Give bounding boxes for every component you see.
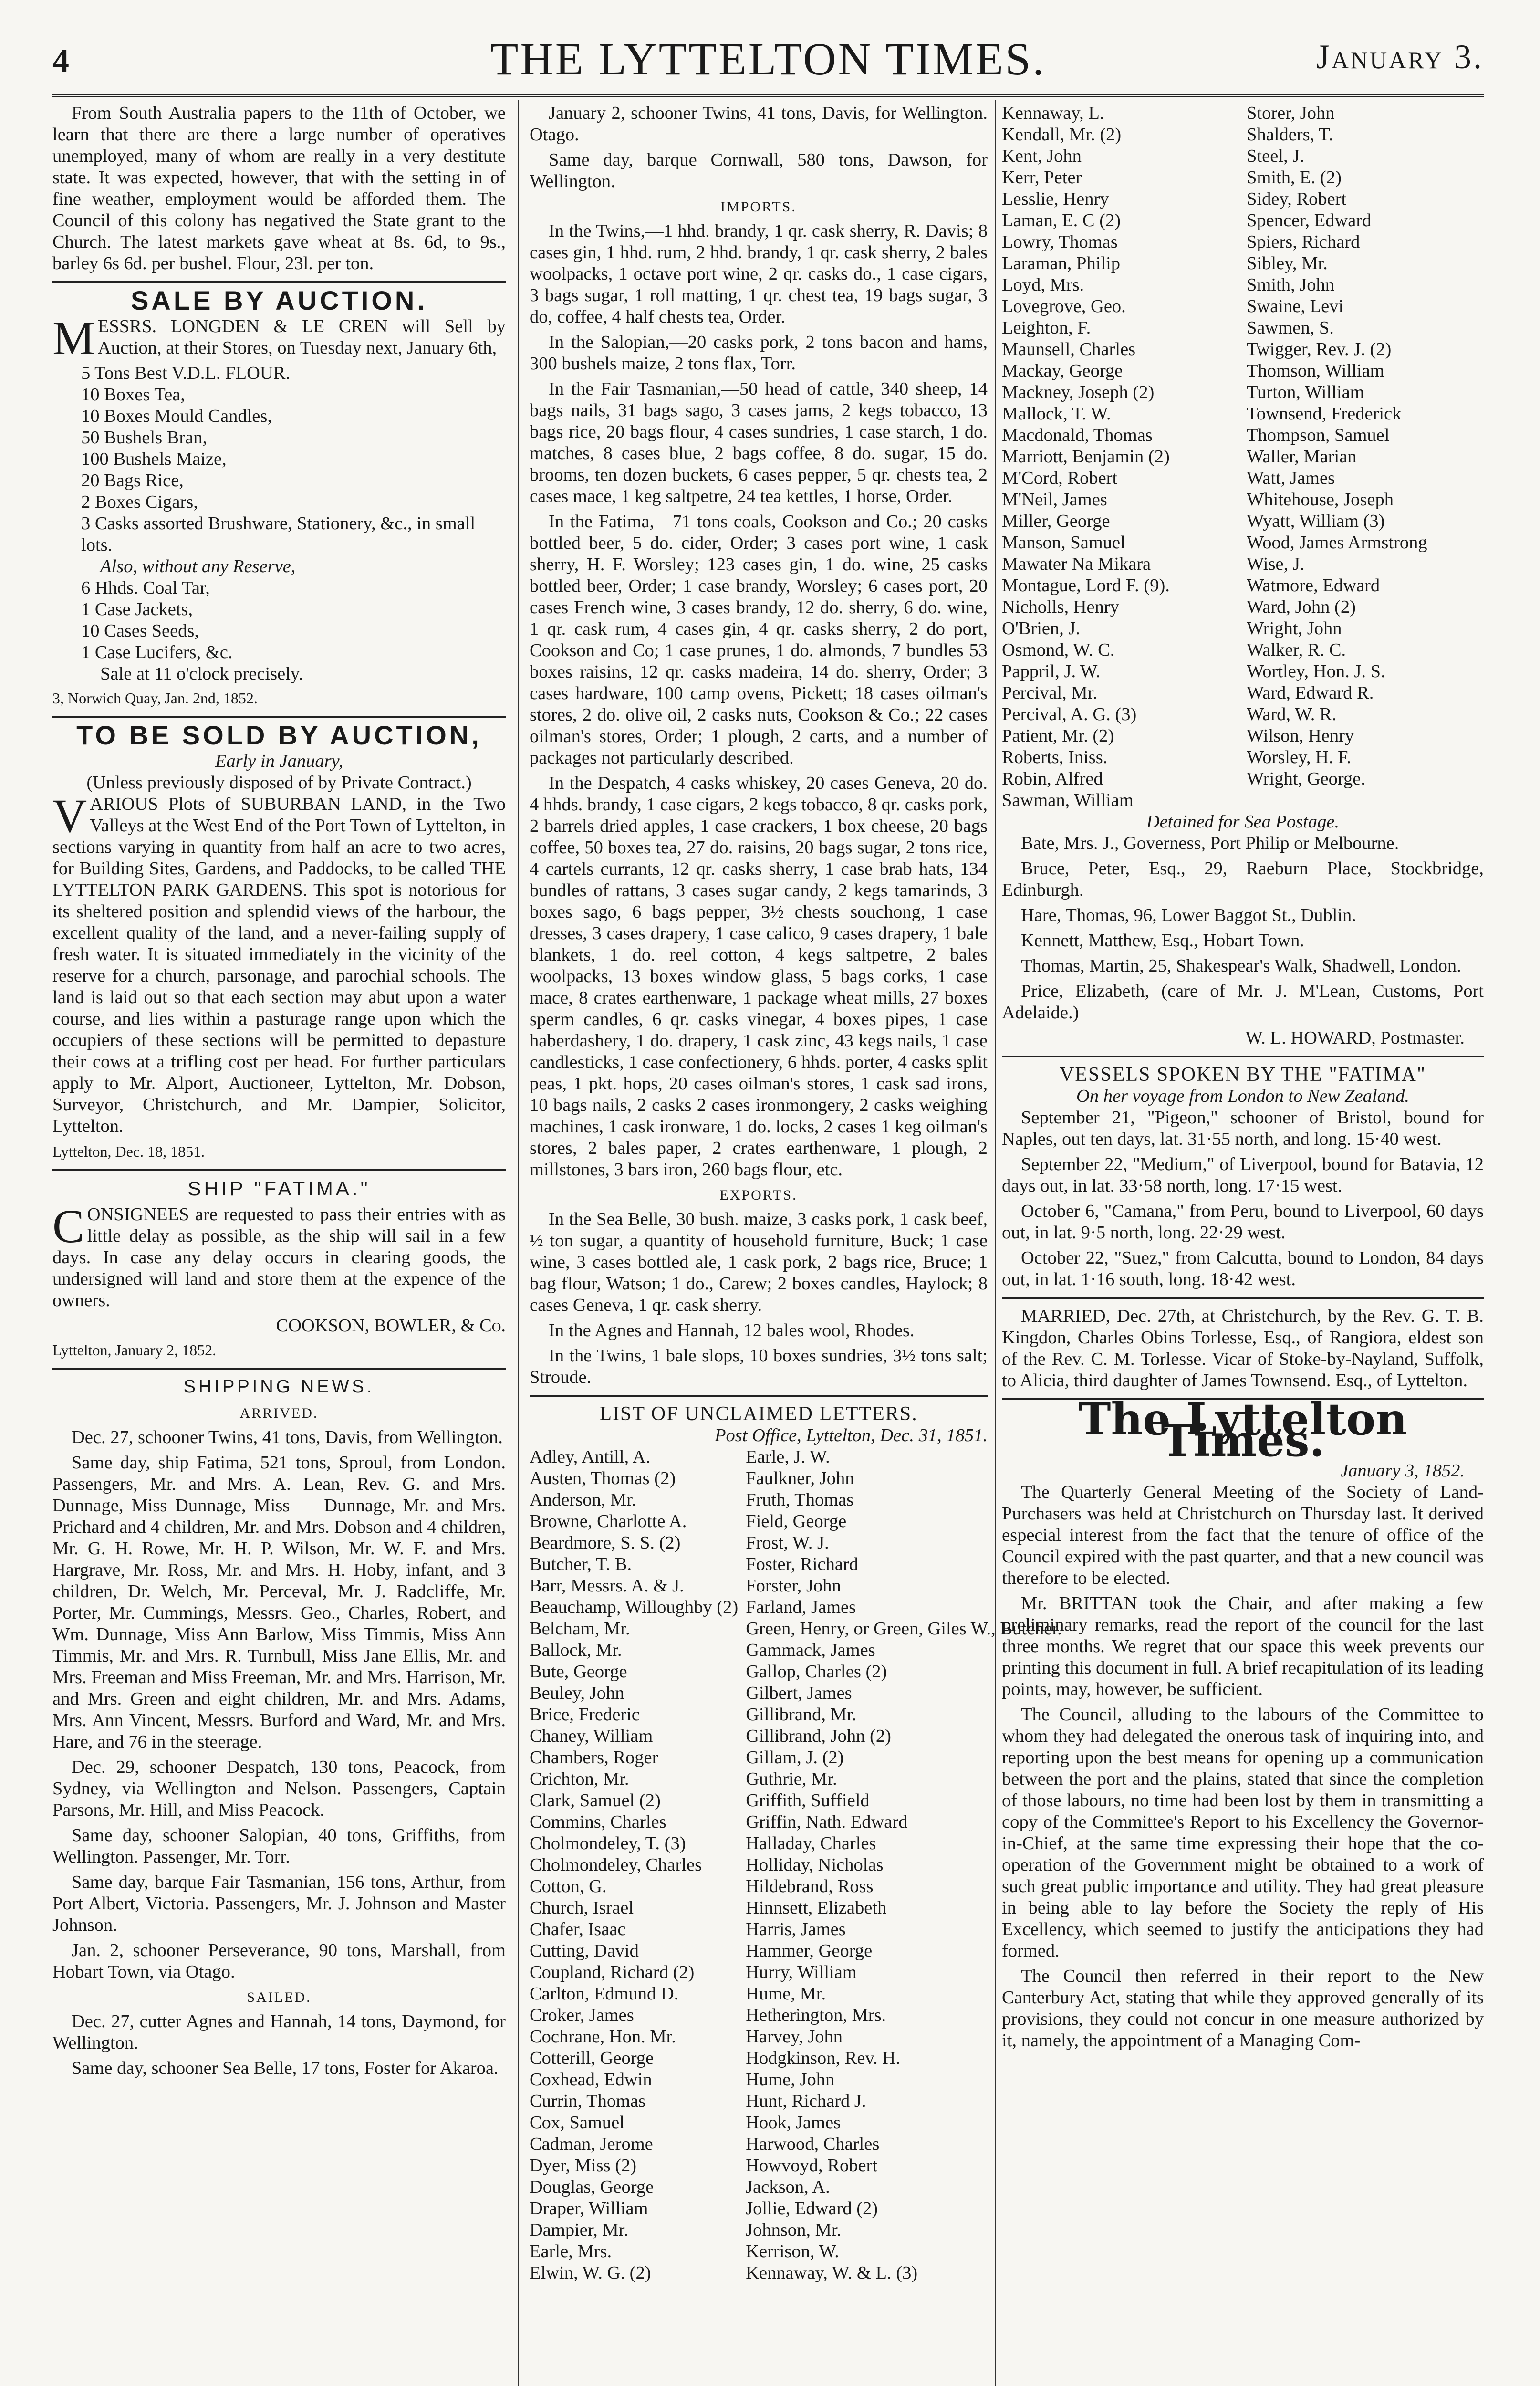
letter-name: Mackay, George [1002,361,1123,381]
letter-name: Sawmen, S. [1247,318,1334,338]
letter-name: Hinnsett, Elizabeth [746,1898,887,1918]
divider [52,716,506,718]
list-item: 10 Boxes Tea, [81,385,185,405]
list-item: 50 Bushels Bran, [81,428,208,448]
letter-name: Field, George [746,1511,847,1531]
letter-name: Browne, Charlotte A. [530,1511,687,1531]
list-item: 10 Cases Seeds, [81,621,199,641]
ad-signature: COOKSON, BOWLER, & Co. [276,1316,506,1336]
letter-name: Hetherington, Mrs. [746,2005,886,2025]
letter-name: Mawater Na Mikara [1002,554,1151,574]
import-entry: In the Twins,—1 hhd. brandy, 1 qr. cask sherry, R. Davis; 8 cases gin, 1 hhd. rum, 2 hhd. brandy, 1 qr. cask sherry, 2 bales woolpacks, 1 octave port wine, 2 qr. casks do., 1 case cigars, 3 bags sugar, 1 roll matting, 1 qr. chest tea, 19 bags sugar, 3 do, coffee, 4 half chests tea, Order. [530,221,988,327]
ad-title: SALE BY AUCTION. [131,285,427,315]
letter-name: Marriott, Benjamin (2) [1002,447,1170,467]
letter-name: Maunsell, Charles [1002,339,1136,359]
letter-name: Watt, James [1247,468,1335,488]
letter-name: Kerrison, W. [746,2241,839,2261]
editorial-date: January 3, 1852. [1340,1461,1465,1481]
letter-name: Chaney, William [530,1726,653,1746]
letters-list-continued [1002,103,1484,811]
letter-name: Kendall, Mr. (2) [1002,125,1122,145]
letters-column-d [1247,103,1484,811]
newspaper-title: THE LYTTELTON TIMES. [490,33,1046,84]
letter-name: Forster, John [746,1576,841,1596]
letter-name: Waller, Marian [1247,447,1357,467]
ad-body: ONSIGNEES are requested to pass their entries with as little delay as possible, as the ship will sail in a few days. In case any delay occurs in clearing goods, the undersigned will land and store them at the expence of the owners. [52,1204,506,1310]
ad-date: Lyttelton, Dec. 18, 1851. [52,1143,205,1160]
vessel-entry: October 6, "Camana," from Peru, bound to Liverpool, 60 days out, in lat. 9·5 north, long. 22·29 west. [1002,1201,1484,1243]
letter-name: Cholmondeley, Charles [530,1855,702,1875]
letter-name: Wright, John [1247,618,1342,638]
shipping-entry: Dec. 27, cutter Agnes and Hannah, 14 tons, Daymond, for Wellington. [52,2011,506,2053]
letter-name: Wright, George. [1247,769,1365,789]
letter-name: Kerr, Peter [1002,167,1082,188]
letter-name: Watmore, Edward [1247,576,1380,596]
letter-name: Draper, William [530,2198,648,2219]
letters-office: Post Office, Lyttelton, Dec. 31, 1851. [715,1425,988,1445]
letter-name: Spencer, Edward [1247,210,1372,230]
list-item: 2 Boxes Cigars, [81,492,198,512]
letter-name: Wise, J. [1247,554,1305,574]
list-item: 100 Bushels Maize, [81,449,227,469]
shipping-entry: Same day, barque Fair Tasmanian, 156 tons, Arthur, from Port Albert, Victoria. Passengers, Mr. J. Johnson and Master Johnson. [52,1872,506,1935]
letter-name: Mackney, Joseph (2) [1002,382,1155,402]
postmaster-signature: W. L. HOWARD, Postmaster. [1245,1028,1465,1048]
masthead-rule [52,94,1484,97]
detained-entry: Price, Elizabeth, (care of Mr. J. M'Lean, Customs, Port Adelaide.) [1002,981,1484,1023]
issue-date: January 3. [1316,38,1484,76]
letter-name: Hildebrand, Ross [746,1876,874,1896]
letter-name: Butcher, T. B. [530,1554,632,1574]
list-item: 20 Bags Rice, [81,471,184,491]
letters-list [530,1446,1062,2284]
detained-entry: Hare, Thomas, 96, Lower Baggot St., Dublin. [1021,905,1356,925]
letter-name: Currin, Thomas [530,2091,646,2111]
letter-name: Cotterill, George [530,2048,654,2068]
letter-name: Green, Henry, or Green, Giles W., Butcher. [746,1619,1062,1639]
letter-name: Hurry, William [746,1962,857,1982]
letter-name: Spiers, Richard [1247,232,1360,252]
letter-name: Ballock, Mr. [530,1640,622,1660]
ad-body: ARIOUS Plots of SUBURBAN LAND, in the Two Valleys at the West End of the Port Town of Lyttelton, in sections varying in quantity from half an acre to two acres, for Building Sites, Gardens, and Paddocks, to be called THE LYTTELTON PARK GARDENS. This spot is notorious for its sheltered position and splendid views of the harbour, the excellent quality of the land, and a never-failing supply of fresh water. It is situated immediately in the vicinity of the reserve for a church, parsonage, and parochial schools. The land is laid out so that each section may abut upon a water course, and lies within a pasturage range upon which the occupiers of these sections will be permitted to depasture their cows at a trifling cost per head. For further particulars apply to Mr. Alport, Auctioneer, Lyttelton, Mr. Dobson, Surveyor, Christchurch, and Mr. Dampier, Solicitor, Lyttelton. [52,794,506,1136]
letter-name: Dampier, Mr. [530,2220,628,2240]
column-3 [1002,103,1484,2055]
letter-name: Miller, George [1002,511,1110,531]
shipping-entry: Same day, barque Cornwall, 580 tons, Dawson, for Wellington. [530,150,988,191]
ad-title: TO BE SOLD BY AUCTION, [76,720,482,750]
ad-subtitle: Early in January, [215,751,343,771]
letter-name: Hume, Mr. [746,1984,826,2004]
vessel-entry: September 22, "Medium," of Liverpool, bound for Batavia, 12 days out, in lat. 33·58 north, long. 17·15 west. [1002,1154,1484,1196]
section-title: SHIPPING NEWS. [183,1377,375,1397]
vessel-entry: October 22, "Suez," from Calcutta, bound to London, 84 days out, in lat. 1·16 south, long. 18·42 west. [1002,1248,1484,1289]
letter-name: Storer, John [1247,103,1335,123]
letter-name: M'Neil, James [1002,490,1107,510]
drop-cap: M [52,312,95,365]
letter-name: Wortley, Hon. J. S. [1247,661,1385,681]
letter-name: Farland, James [746,1597,856,1617]
letter-name: Gillibrand, Mr. [746,1705,857,1725]
page-number: 4 [52,42,69,79]
letter-name: Fruth, Thomas [746,1490,854,1510]
letter-name: Cadman, Jerome [530,2134,653,2154]
letter-name: M'Cord, Robert [1002,468,1118,488]
letter-name: Worsley, H. F. [1247,747,1352,767]
import-entry: In the Fair Tasmanian,—50 head of cattle, 340 sheep, 14 bags nails, 31 bags sago, 3 cases jams, 2 kegs tobacco, 13 bags rice, 20 bags flour, 4 cases sundries, 1 case starch, 1 do. matches, 8 cases blue, 2 bags coffee, 8 do. sugar, 15 do. brooms, ten dozen buckets, 6 cases pepper, 5 qr. chests tea, 2 cases mace, 1 keg saltpetre, 24 tea kettles, 1 horse, Order. [530,379,988,506]
letter-name: O'Brien, J. [1002,618,1081,638]
letter-name: Guthrie, Mr. [746,1769,837,1789]
letter-name: Harris, James [746,1919,846,1939]
letter-name: Coupland, Richard (2) [530,1962,695,1982]
letter-name: Jackson, A. [746,2177,830,2197]
letter-name: Steel, J. [1247,146,1304,166]
letter-name: Percival, A. G. (3) [1002,704,1137,724]
letter-name: Hook, James [746,2113,841,2133]
letter-name: Cox, Samuel [530,2113,624,2133]
letter-name: Sibley, Mr. [1247,253,1328,273]
detained-entry: Kennett, Matthew, Esq., Hobart Town. [1021,931,1304,951]
detained-entry: Thomas, Martin, 25, Shakespear's Walk, Shadwell, London. [1021,956,1461,976]
detained-entry: Bruce, Peter, Esq., 29, Raeburn Place, Stockbridge, Edinburgh. [1002,858,1484,900]
letter-name: Ward, John (2) [1247,597,1356,617]
letter-name: Wyatt, William (3) [1247,511,1385,531]
letter-name: Smith, E. (2) [1247,167,1342,188]
letter-name: Osmond, W. C. [1002,640,1115,660]
list-item: 10 Boxes Mould Candles, [81,406,272,426]
letter-name: Macdonald, Thomas [1002,425,1153,445]
letter-name: Hunt, Richard J. [746,2091,866,2111]
marriage-notice: MARRIED, Dec. 27th, at Christchurch, by the Rev. G. T. B. Kingdon, Charles Obins Torlesse, Esq., of Rangiora, eldest son of the Rev. C. M. Torlesse. Vicar of Stoke-by-Nayland, Suffolk, to Alicia, third daughter of James Townsend. Esq., of Lyttelton. [1002,1306,1484,1391]
detained-label: Detained for Sea Postage. [1146,812,1340,832]
editorial-paragraph: The Council, alluding to the labours of the Committee to whom they had delegated the onerous task of inquiring into, and reporting upon the best means for opening up a communication between the port and the plains, stated that since the completion of those labours, no time had been lost by them in transmitting a copy of the Committee's Report to his Excellency the Governor-in-Chief, at the same time expressing their hope that the co-operation of the Government might be obtained to a work of such great public importance and utility. They had great pleasure in being able to lay before the Society the reply of His Excellency, which seemed to justify the anticipations they had formed. [1002,1705,1484,1961]
letter-name: Lovegrove, Geo. [1002,296,1126,316]
letter-name: Chambers, Roger [530,1748,658,1768]
list-item: 1 Case Lucifers, &c. [81,642,233,662]
letter-name: Turton, William [1247,382,1364,402]
letter-name: Whitehouse, Joseph [1247,490,1394,510]
detained-entry: Bate, Mrs. J., Governess, Port Philip or Melbourne. [1021,833,1399,853]
shipping-entry: Jan. 2, schooner Perseverance, 90 tons, Marshall, from Hobart Town, via Otago. [52,1940,506,1982]
letter-name: Bute, George [530,1662,627,1682]
letter-name: Lowry, Thomas [1002,232,1118,252]
letter-name: Beauchamp, Willoughby (2) [530,1597,739,1617]
letter-name: Hodgkinson, Rev. H. [746,2048,900,2068]
letter-name: Douglas, George [530,2177,654,2197]
divider [52,1368,506,1370]
letter-name: Crichton, Mr. [530,1769,629,1789]
letter-name: Wood, James Armstrong [1247,533,1427,553]
letters-column-a [530,1446,738,2284]
letter-name: Percival, Mr. [1002,683,1097,703]
editorial-paragraph: The Council then referred in their report to the New Canterbury Act, stating that while they approved generally of its provisions, they could not concur in one measure authorized by it, namely, the appointment of a Managing Com- [1002,1966,1484,2051]
import-entry: In the Salopian,—20 casks pork, 2 tons bacon and hams, 300 bushels maize, 2 tons flax, Torr. [530,332,988,374]
letter-name: Harwood, Charles [746,2134,880,2154]
divider [52,1169,506,1171]
letter-name: Dyer, Miss (2) [530,2156,637,2176]
letter-name: Kennaway, L. [1002,103,1104,123]
ad-lead: ESSRS. LONGDEN & LE CREN will Sell by Auction, at their Stores, on Tuesday next, January 6th, [97,316,506,358]
letter-name: Gammack, James [746,1640,875,1660]
letter-name: Robin, Alfred [1002,769,1103,789]
ad-title: SHIP "FATIMA." [187,1177,371,1200]
letter-name: Hammer, George [746,1941,873,1961]
letter-name: Griffin, Nath. Edward [746,1812,908,1832]
divider [52,281,506,283]
letter-name: Beardmore, S. S. (2) [530,1533,681,1553]
letter-name: Roberts, Iniss. [1002,747,1108,767]
masthead [52,28,1484,85]
letter-name: Cotton, G. [530,1876,607,1896]
letters-column-c [1002,103,1239,811]
divider [1002,1297,1484,1299]
editorial-title: The Lyttelton Times. [1078,1393,1407,1466]
vessels-title: VESSELS SPOKEN BY THE "FATIMA" [1060,1064,1426,1086]
letter-name: Barr, Messrs. A. & J. [530,1576,684,1596]
letter-name: Nicholls, Henry [1002,597,1119,617]
letter-name: Twigger, Rev. J. (2) [1247,339,1392,359]
letter-name: Gallop, Charles (2) [746,1662,887,1682]
letter-name: Thomson, William [1247,361,1384,381]
letter-name: Townsend, Frederick [1247,404,1402,424]
vessel-entry: September 21, "Pigeon," schooner of Bristol, bound for Naples, out ten days, lat. 31·55 north, and long. 15·40 west. [1002,1108,1484,1149]
letter-name: Clark, Samuel (2) [530,1790,661,1810]
import-entry: In the Fatima,—71 tons coals, Cookson and Co.; 20 casks bottled beer, 5 do. cider, Order; 3 cases port wine, 1 cask sherry, H. F. Worsley; 123 cases gin, 1 do. wine, 25 casks bottled beer, Order; 1 case brandy, Worsley; 6 cases port, 20 cases French wine, 3 cases brandy, 12 do. sherry, 6 do. wine, 1 qr. cask rum, 4 cases gin, 4 qr. casks sherry, 2 do port, Cookson and Co; 1 case prunes, 1 do. almonds, 7 bundles 53 boxes raisins, 12 qr. casks madeira, 14 do. sherry, Order; 3 cases hardware, 100 camp ovens, Pickett; 18 cases oilman's stores, 2 do. olive oil, 2 casks nuts, Cookson & Co.; 22 cases oilman's stores, Order; 1 plough, 2 carts, and a number of packages not particularly described. [530,512,988,768]
export-entry: In the Twins, 1 bale slops, 10 boxes sundries, 3½ tons salt; Stroude. [530,1346,988,1387]
ship-fatima-ad [52,1178,506,1361]
letter-name: Earle, J. W. [746,1447,830,1467]
letter-name: Howvoyd, Robert [746,2156,878,2176]
letter-name: Commins, Charles [530,1812,666,1832]
column-divider [518,100,519,2386]
letter-name: Holliday, Nicholas [746,1855,884,1875]
letter-name: Cholmondeley, T. (3) [530,1833,686,1853]
letters-title: LIST OF UNCLAIMED LETTERS. [599,1403,918,1425]
letter-name: Lesslie, Henry [1002,189,1109,209]
letter-name: Frost, W. J. [746,1533,829,1553]
letter-name: Church, Israel [530,1898,634,1918]
letter-name: Jollie, Edward (2) [746,2198,878,2219]
land-auction-ad [52,720,506,1162]
letter-name: Beuley, John [530,1683,624,1703]
letter-name: Leighton, F. [1002,318,1091,338]
shipping-entry: January 2, schooner Twins, 41 tons, Davis, for Wellington. Otago. [530,103,988,145]
shipping-entry: Same day, schooner Sea Belle, 17 tons, Foster for Akaroa. [72,2058,499,2078]
letter-name: Shalders, T. [1247,125,1333,145]
letter-name: Walker, R. C. [1247,640,1346,660]
list-item: 6 Hhds. Coal Tar, [81,578,210,598]
list-item: 1 Case Jackets, [81,599,193,619]
letter-name: Sidey, Robert [1247,189,1347,209]
letter-name: Coxhead, Edwin [530,2070,652,2090]
column-1 [52,103,506,2083]
letter-name: Montague, Lord F. (9). [1002,576,1170,596]
letter-name: Croker, James [530,2005,634,2025]
shipping-entry: Same day, schooner Salopian, 40 tons, Griffiths, from Wellington. Passenger, Mr. Torr. [52,1825,506,1867]
letter-name: Pappril, J. W. [1002,661,1101,681]
ad-note: (Unless previously disposed of by Private Contract.) [86,773,472,793]
letter-name: Smith, John [1247,275,1334,295]
letter-name: Chafer, Isaac [530,1919,626,1939]
editorial-paragraph: Mr. BRITTAN took the Chair, and after making a few preliminary remarks, read the report of the council for the last three months. We regret that our space this week prevents our printing this document in full. A brief recapitulation of its leading points, may, however, be sufficient. [1002,1593,1484,1699]
divider [1002,1056,1484,1057]
letter-name: Mallock, T. W. [1002,404,1111,424]
letter-name: Loyd, Mrs. [1002,275,1084,295]
letter-name: Griffith, Suffield [746,1790,870,1810]
letter-name: Gillam, J. (2) [746,1748,844,1768]
sale-by-auction-ad [52,285,506,709]
arrived-label: ARRIVED. [239,1405,319,1421]
letter-name: Gilbert, James [746,1683,852,1703]
letter-name: Belcham, Mr. [530,1619,630,1639]
letter-name: Sawman, William [1002,790,1134,810]
sailed-label: SAILED. [247,1989,312,2005]
import-entry: In the Despatch, 4 casks whiskey, 20 cases Geneva, 20 do. 4 hhds. brandy, 1 case cigars, 2 kegs tobacco, 8 qr. casks pork, 2 barrels dried apples, 1 case crackers, 1 box cheese, 20 bags coffee, 50 boxes tea, 27 do. raisins, 20 bags sugar, 2 tons rice, 4 cartels currants, 12 qr. casks sherry, 1 case brab hats, 134 bundles of rattans, 3 cases sugar candy, 2 kegs tamarinds, 3 boxes sago, 6 bags pepper, 3½ chests souchong, 1 case dresses, 3 cases drapery, 1 case calico, 9 cases drapery, 1 bale blankets, 1 do. reel cotton, 4 kegs saltpetre, 2 bales woolpacks, 13 boxes window glass, 5 bags corks, 1 case mace, 8 crates earthenware, 1 package wheat mills, 27 boxes sperm candles, 6 qr. casks vinegar, 4 boxes pipes, 1 case haberdashery, 1 do. drapery, 1 cask zinc, 43 kegs nails, 1 case candlesticks, 1 case confectionery, 6 hhds. porter, 4 casks split peas, 1 pkt. hops, 20 cases oilman's stores, 1 cask sad irons, 10 bags nails, 2 casks 2 cases ironmongery, 2 casks weighing machines, 1 cask ironware, 1 do. locks, 2 cases 1 keg oilman's stores, 2 bales paper, 2 crates earthenware, 1 plough, 2 millstones, 3 bars iron, 260 bags flour, etc. [530,773,988,1180]
sale-time: Sale at 11 o'clock precisely. [100,664,303,684]
letter-name: Gillibrand, John (2) [746,1726,891,1746]
letter-name: Laraman, Philip [1002,253,1121,273]
south-australia-news: From South Australia papers to the 11th of October, we learn that there are there a large number of operatives unemployed, many of whom are really in a very destitute state. It was expected, however, that with the setting in of fine weather, employment would be afforded them. The Council of this colony has negatived the State grant to the Church. The latest markets gave wheat at 8s. 6d, to 9s., barley 6s 6d. per bushel. Flour, 23l. per ton. [52,103,506,273]
vessels-subtitle: On her voyage from London to New Zealand. [1076,1086,1409,1106]
drop-cap: C [52,1200,84,1253]
letter-name: Laman, E. C (2) [1002,210,1121,230]
letter-name: Harvey, John [746,2027,843,2047]
letter-name: Halladay, Charles [746,1833,876,1853]
letter-name: Foster, Richard [746,1554,859,1574]
shipping-entry: Same day, ship Fatima, 521 tons, Sproul, from London. Passengers, Mr. and Mrs. A. Lean, Rev. G. and Mrs. Dunnage, Miss Dunnage, Miss — Dunnage, Mr. and Mrs. Prichard and 4 children, Mr. and Mrs. Dobson and 4 children, Mr. G. H. Rowe, Mr. H. P. Wilson, Mr. W. F. and Mrs. Hargrave, Mr. Ross, Mr. and Mrs. H. Hoby, infant, and 3 children, Dr. Welch, Mr. Perceval, Mr. J. Radcliffe, Mr. Porter, Mr. Cummings, Messrs. Geo., Charles, Robert, and Wm. Dunnage, Miss Ann Barlow, Miss Timmis, Miss Ann Timmis, Mr. and Mrs. R. Turnbull, Miss Jane Ellis, Mr. and Mrs. Freeman and Miss Freeman, Mr. and Mrs. Harrison, Mr. and Mrs. Green and eight children, Mr. and Mrs. Adams, Mrs. Ann Vincent, Messrs. Burford and Ward, Mr. and Mrs. Hare, and 76 in the steerage. [52,1453,506,1752]
imports-label: IMPORTS. [720,199,797,215]
letter-name: Cutting, David [530,1941,639,1961]
letter-name: Johnson, Mr. [746,2220,842,2240]
export-entry: In the Sea Belle, 30 bush. maize, 3 casks pork, 1 cask beef, ½ ton sugar, a quantity of household furniture, Buck; 1 case wine, 3 cases bottled ale, 1 cask pork, 2 bags rice, Bruce; 1 bag flour, Watson; 1 do., Carew; 2 boxes candles, Haylock; 8 cases Geneva, 1 qr. cask sherry. [530,1209,988,1315]
letter-name: Hume, John [746,2070,835,2090]
letter-name: Faulkner, John [746,1468,854,1488]
letter-name: Elwin, W. G. (2) [530,2263,651,2283]
letter-name: Carlton, Edmund D. [530,1984,679,2004]
exports-label: EXPORTS. [719,1187,798,1203]
letter-name: Adley, Antill, A. [530,1447,651,1467]
shipping-entry: Dec. 29, schooner Despatch, 130 tons, Peacock, from Sydney, via Wellington and Nelson. Passengers, Captain Parsons, Mr. Hill, and Miss Peacock. [52,1757,506,1820]
letter-name: Patient, Mr. (2) [1002,726,1114,746]
ad-date: Lyttelton, January 2, 1852. [52,1341,217,1359]
letter-name: Kennaway, W. & L. (3) [746,2263,918,2283]
editorial-paragraph: The Quarterly General Meeting of the Society of Land-Purchasers was held at Christchurch on Thursday last. It derived especial interest from the fact that the tenure of office of the Council expired with the past quarter, and that a new council was therefore to be elected. [1002,1482,1484,1588]
letter-name: Earle, Mrs. [530,2241,612,2261]
letter-name: Swaine, Levi [1247,296,1344,316]
letter-name: Wilson, Henry [1247,726,1354,746]
letter-name: Kent, John [1002,146,1082,166]
letter-name: Cochrane, Hon. Mr. [530,2027,676,2047]
letter-name: Thompson, Samuel [1247,425,1390,445]
drop-cap: V [52,789,87,842]
letter-name: Manson, Samuel [1002,533,1125,553]
letter-name: Anderson, Mr. [530,1490,636,1510]
list-item: Also, without any Reserve, [100,556,296,576]
letter-name: Ward, W. R. [1247,704,1337,724]
ad-address: 3, Norwich Quay, Jan. 2nd, 1852. [52,690,258,707]
export-entry: In the Agnes and Hannah, 12 bales wool, Rhodes. [549,1320,915,1340]
letter-name: Austen, Thomas (2) [530,1468,676,1488]
list-item: 5 Tons Best V.D.L. FLOUR. [81,363,290,383]
letter-name: Brice, Frederic [530,1705,640,1725]
shipping-entry: Dec. 27, schooner Twins, 41 tons, Davis, from Wellington. [72,1427,503,1447]
shipping-news [52,1376,506,2079]
list-item: 3 Casks assorted Brushware, Stationery, &c., in small lots. [81,513,476,555]
letter-name: Ward, Edward R. [1247,683,1374,703]
divider [530,1395,988,1397]
